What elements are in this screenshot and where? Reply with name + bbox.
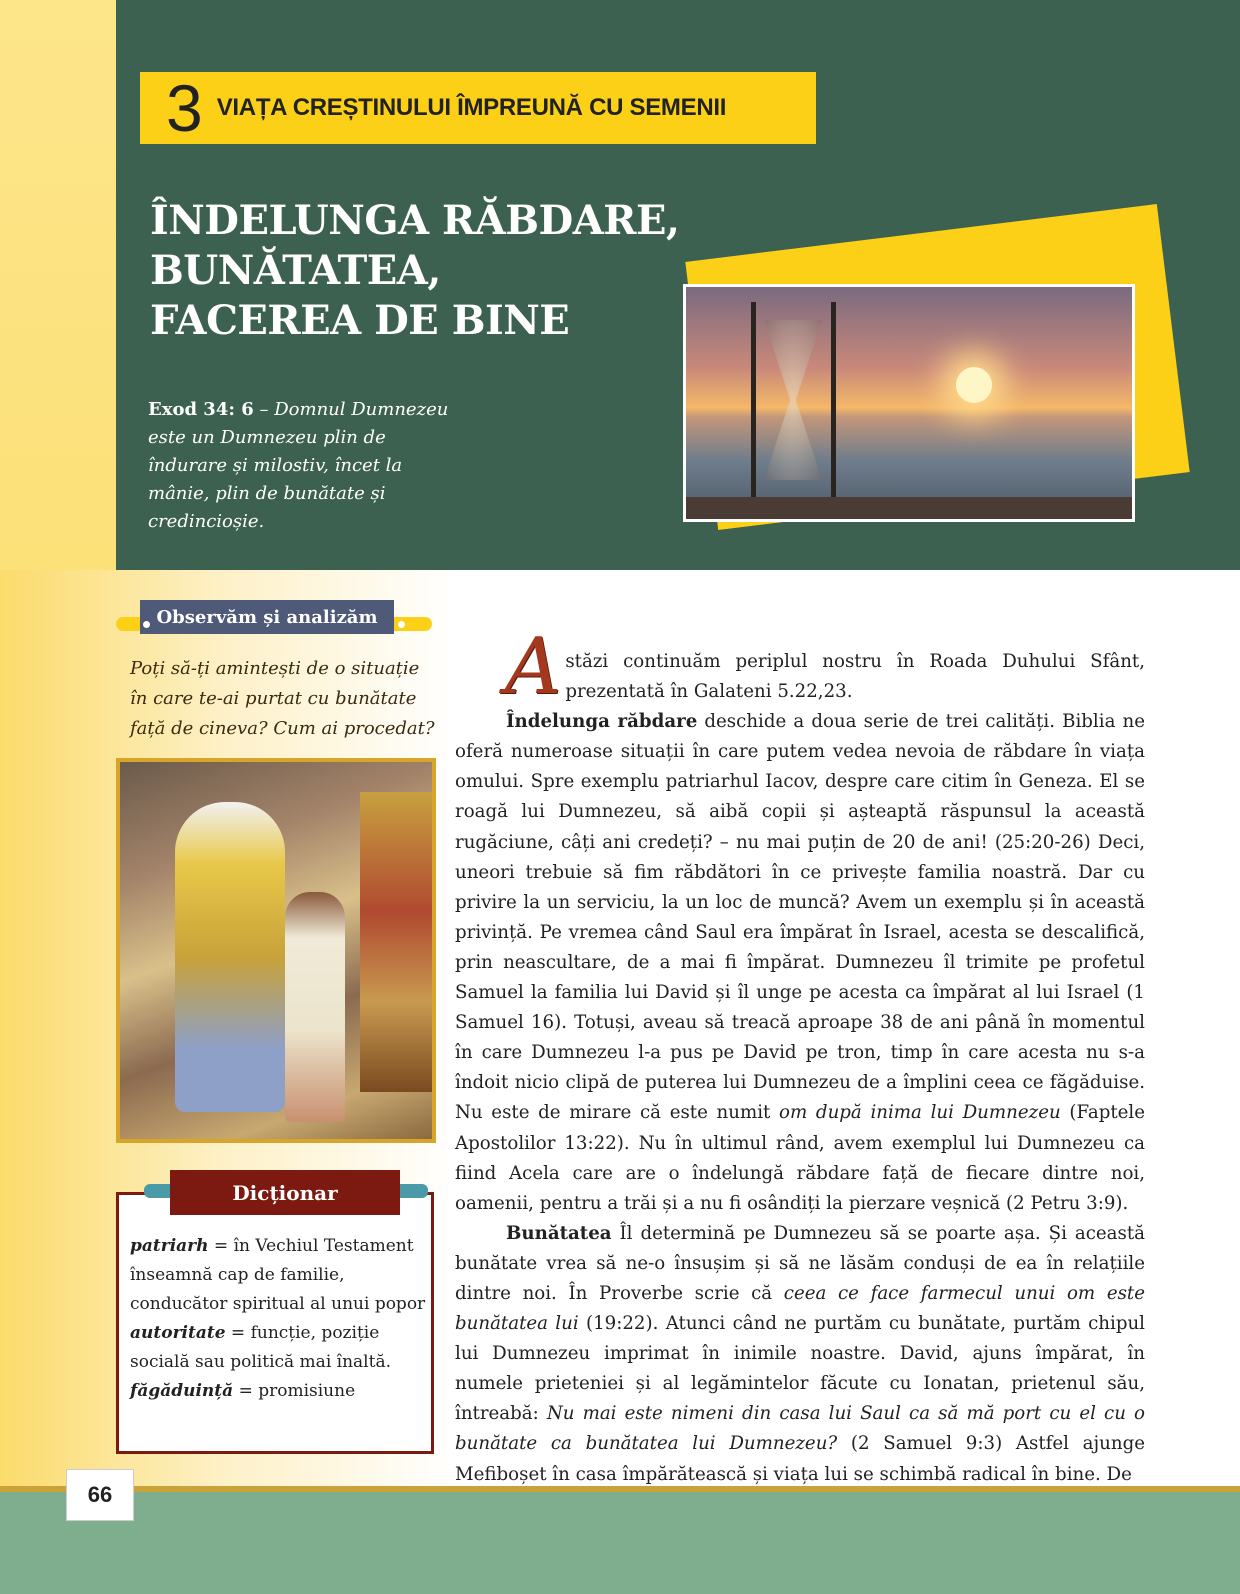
page-number (66, 1469, 134, 1521)
observe-label (140, 600, 394, 634)
italic-quote: om după inima lui Dumnezeu (779, 1102, 1061, 1124)
figure (285, 892, 345, 1122)
text-run: (19:22). Atunci când ne purtăm cu bunătate, purtăm chipul lui Dumnezeu imprimat în inimile noastre. David, ajuns împărat, în numele prieteniei și al legămintelor făcute cu Ionatan, prietenul său, întreabă: (455, 1313, 1146, 1425)
bold-term: Îndelunga răbdare (506, 711, 698, 733)
dot (143, 621, 150, 628)
italic-quote: ceea ce face farmecul unui om este bunătatea lui (455, 1282, 1145, 1335)
definition: = în Vechiul Testament înseamnă cap de familie, conducător spiritual al unui popor (130, 1236, 426, 1314)
paragraph (455, 1219, 1145, 1490)
text-run: deschide a doua serie de trei calități. Biblia ne oferă numeroase situații în care putem vedea nevoia de răbdare în viața omului. Spre exemplu patriarhul Iacov, despre care citim în Geneza. El se roagă lui Dumnezeu, să aibă copii și așteaptă răspunsul la această rugăciune, câți ani credeți? – nu mai puțin de 20 de ani! (25:20-26) Deci, uneori trebuie să fim răbdători în ce privește familia noastră. Dar cu privire la un serviciu, la un loc de muncă? Avem un exemplu și în această privință. Pe vremea când Saul era împărat în Israel, acesta se descalifică, prin neascultare, de a mai fi împărat. Dumnezeu îl trimite pe profetul Samuel la familia lui David și îl unge pe acesta ca împărat al lui Israel (1 Samuel 16). Totuși, aveau să treacă aproape 38 de ani până în momentul în care Dumnezeu l-a pus pe David pe tron, timp în care acesta nu s-a îndoit nicio clipă de puterea lui Dumnezeu de a împlini ceea ce făgăduise. Nu este de mirare că este numit (455, 711, 1145, 1124)
figure (175, 802, 285, 1112)
dictionary-entry (130, 1319, 430, 1377)
dictionary-entry (130, 1377, 430, 1406)
lesson-title (150, 196, 679, 346)
dictionary-label-text: Dicționar (232, 1180, 338, 1205)
footer-band (0, 1492, 1240, 1594)
term: făgăduință (130, 1381, 234, 1401)
dot (398, 621, 405, 628)
chapter-band (140, 72, 816, 144)
drop-cap: A (505, 622, 562, 712)
bold-term: Bunătatea (506, 1222, 612, 1244)
text-run: (Faptele Apostolilor 13:22). Nu în ultimul rând, avem exemplul lui Dumnezeu ca fiind Acela care are o îndelungă răbdare față de fiecare dintre noi, oamenii, pentru a trăi și a nu fi osândiți la pierzare veșnică (2 Petru 3:9). (455, 1102, 1145, 1214)
hourglass-sunset-photo (683, 284, 1135, 522)
dictionary-label (170, 1170, 400, 1215)
sun (956, 367, 992, 403)
dictionary-entries (130, 1232, 430, 1406)
term: patriarh (130, 1236, 209, 1256)
italic-quote: Nu mai este nimeni din casa lui Saul ca să mă port cu el cu o bunătate ca bunătatea lui Dumnezeu? (455, 1403, 1145, 1455)
text-run: (2 Samuel 9:3) Astfel ajunge Mefiboșet în casa împărătească și viața lui se schimbă radical în bine. De (455, 1433, 1146, 1485)
figure (360, 792, 435, 1092)
verse-text: – Domnul Dumnezeu este un Dumnezeu plin de îndurare și milostiv, încet la mânie, plin de bunătate și credincioșie. (148, 399, 449, 532)
paragraph (455, 707, 1145, 1219)
key-verse (148, 396, 458, 536)
lesson-title-line: FACEREA DE BINE (150, 297, 570, 344)
lesson-title-line: BUNĂTATEA, (150, 247, 441, 294)
ledge (686, 497, 1132, 519)
verse-reference: Exod 34: 6 (148, 399, 254, 420)
dictionary-entry (130, 1232, 430, 1319)
page-number-text: 66 (87, 1482, 113, 1507)
text-run: stăzi continuăm periplul nostru în Roada Duhului Sfânt, prezentată în Galateni 5.22,23. (565, 651, 1145, 703)
term: autoritate (130, 1323, 226, 1343)
definition: = funcție, poziție socială sau politică mai înaltă. (130, 1323, 391, 1372)
chapter-title: VIAȚA CREȘTINULUI ÎMPREUNĂ CU SEMENII (216, 94, 727, 121)
hourglass (751, 302, 836, 502)
text-run: Îl determină pe Dumnezeu să se poarte așa. Și această bunătate vrea să ne-o însușim și să ne lăsăm conduși de ea în relațiile dintre noi. În Proverbe scrie că (455, 1222, 1145, 1304)
observe-question: Poți să-ți amintești de o situație în care te-ai purtat cu bunătate față de cineva? Cum ai procedat? (130, 658, 435, 739)
lesson-title-line: ÎNDELUNGA RĂBDARE, (150, 197, 680, 244)
chapter-number: 3 (166, 71, 203, 145)
observe-label-text: Observăm și analizăm (156, 606, 378, 628)
patriarch-blessing-painting (116, 758, 436, 1143)
definition: = promisiune (233, 1381, 356, 1401)
main-text (455, 622, 1146, 1490)
